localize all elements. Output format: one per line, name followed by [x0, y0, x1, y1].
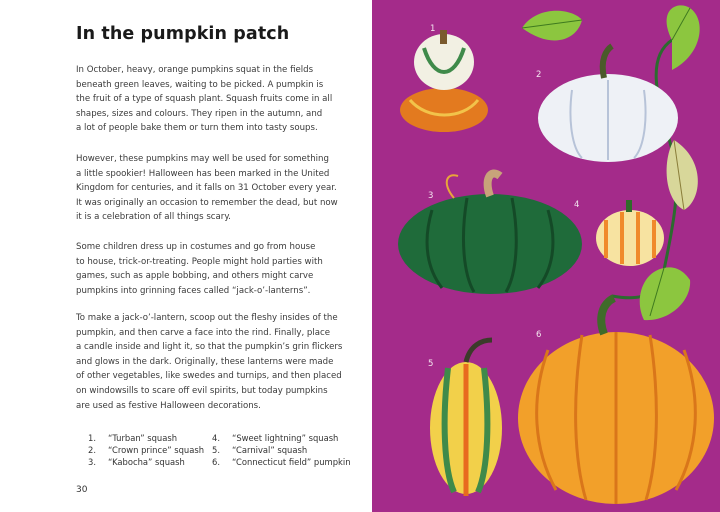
illustration-label-6: 6 [536, 330, 542, 340]
list-item [88, 432, 204, 444]
list-item [212, 432, 351, 444]
line: beneath green leaves, waiting to be picked. A pumpkin is [76, 79, 324, 90]
line: a little spookier! Halloween has been marked in the United [76, 168, 330, 179]
leaf-middle [667, 140, 698, 210]
carnival-squash [430, 340, 502, 496]
line: it is a celebration of all things scary. [76, 212, 231, 223]
line: the fruit of a type of squash plant. Squash fruits come in all [76, 94, 333, 105]
list-item [88, 456, 204, 468]
illustration-label-2: 2 [536, 70, 542, 80]
line: In October, heavy, orange pumpkins squat in the fields [76, 65, 314, 75]
line: To make a jack-o’-lantern, scoop out the fleshy insides of the [76, 313, 338, 323]
line: games, such as apple bobbing, and others might carve [76, 271, 314, 282]
list-text: “Connecticut field” pumpkin [232, 457, 351, 468]
page-title: In the pumpkin patch [76, 24, 290, 44]
line: Some children dress up in costumes and go from house [76, 242, 316, 252]
line: are used as festive Halloween decorations. [76, 400, 261, 411]
paragraph-trick-or-treat [76, 240, 354, 298]
leaf-top-right [667, 5, 700, 70]
list-number: 1. [88, 433, 96, 443]
illustration-label-4: 4 [574, 200, 580, 210]
squash-list-right [212, 432, 351, 469]
list-item [212, 456, 351, 468]
list-text: “Kabocha” squash [108, 457, 185, 468]
illustration-label-1: 1 [430, 24, 436, 34]
paragraph-jack-o-lantern [76, 311, 354, 413]
line: However, these pumpkins may well be used for something [76, 154, 329, 164]
line: on windowsills to scare off evil spirits, but today pumpkins [76, 385, 328, 396]
squash-list-left [88, 432, 204, 469]
turban-squash [400, 30, 488, 132]
list-number: 6. [212, 457, 220, 468]
list-text: “Turban” squash [108, 433, 178, 443]
sweet-lightning-squash [596, 200, 664, 266]
line: a candle inside and light it, so that the pumpkin’s grin flickers [76, 342, 343, 353]
page-number: 30 [76, 485, 88, 495]
line: pumpkins into grinning faces called “jack-o’-lanterns”. [76, 285, 311, 296]
connecticut-field-pumpkin [518, 298, 714, 504]
list-item [88, 444, 204, 456]
list-number: 2. [88, 445, 96, 456]
line: Kingdom for centuries, and it falls on 31 October every year. [76, 183, 337, 194]
line: to house, trick-or-treating. People might hold parties with [76, 256, 323, 267]
line: shapes, sizes and colours. They ripen in the autumn, and [76, 108, 323, 119]
leaf-lower [640, 267, 690, 320]
list-number: 5. [212, 445, 220, 456]
paragraph-intro [76, 63, 354, 136]
line: It was originally an occasion to remember the dead, but now [76, 197, 338, 208]
illustration-label-3: 3 [428, 191, 434, 201]
list-text: “Sweet lightning” squash [232, 433, 339, 443]
leaf-top-left [522, 11, 582, 41]
kabocha-squash [398, 173, 582, 294]
pumpkin-illustration [372, 0, 720, 512]
line: and glows in the dark. Originally, these lanterns were made [76, 356, 334, 367]
line: of other vegetables, like swedes and turnips, and then placed [76, 371, 342, 382]
paragraph-halloween [76, 152, 354, 225]
illustration-page [372, 0, 720, 512]
list-item [212, 444, 351, 456]
list-text: “Crown prince” squash [108, 445, 205, 456]
list-number: 4. [212, 433, 220, 443]
line: pumpkin, and then carve a face into the rind. Finally, place [76, 327, 331, 338]
line: a lot of people bake them or turn them into tasty soups. [76, 123, 318, 134]
list-number: 3. [88, 457, 96, 468]
illustration-label-5: 5 [428, 359, 434, 369]
list-text: “Carnival” squash [232, 445, 308, 456]
